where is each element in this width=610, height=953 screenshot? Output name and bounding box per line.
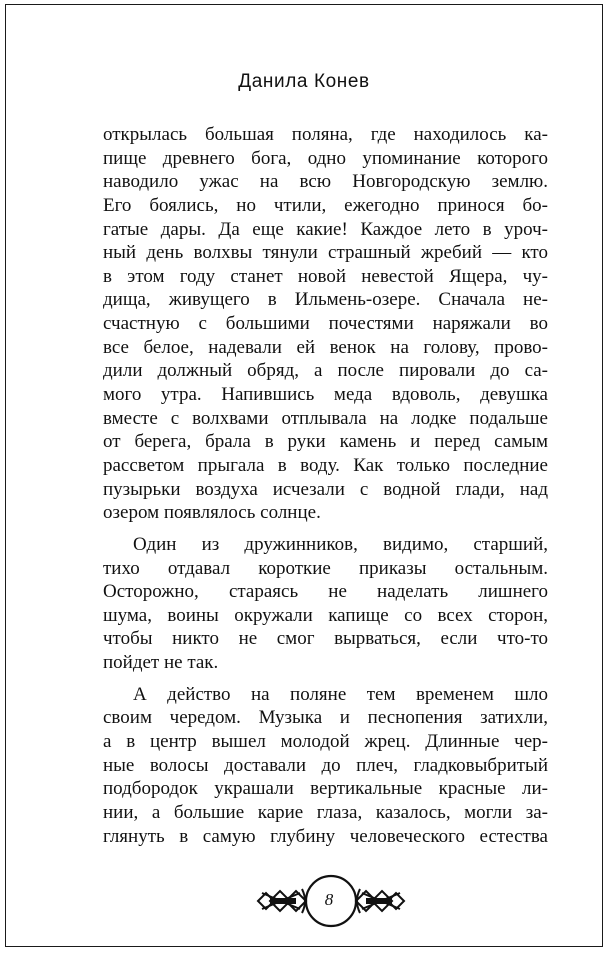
running-header: Данила Конев bbox=[238, 71, 370, 92]
text-line: от берега, брала в руки камень и перед самым bbox=[103, 431, 548, 453]
text-line: подбородок украшали вертикальные красные ли- bbox=[103, 778, 548, 800]
text-line: дили должный обряд, а после пировали до са- bbox=[103, 360, 548, 382]
paragraph bbox=[103, 533, 548, 675]
text-line: в этом году станет новой невестой Ящера, чу- bbox=[103, 265, 548, 287]
paragraph bbox=[103, 123, 548, 525]
text-line: пузырьки воздуха исчезали с водной глади, над bbox=[103, 478, 548, 500]
text-line: тихо отдавал короткие приказы остальным. bbox=[103, 557, 548, 579]
text-line: а в центр вышел молодой жрец. Длинные чер- bbox=[103, 731, 548, 753]
text-line: гатые дары. Да еще какие! Каждое лето в уроч- bbox=[103, 218, 548, 240]
text-line: озером появлялось солнце. bbox=[103, 502, 321, 524]
text-line: все белое, надевали ей венок на голову, прово- bbox=[103, 336, 548, 358]
text-line: счастную с большими почестями наряжали во bbox=[103, 313, 548, 335]
text-line: А действо на поляне тем временем шло bbox=[133, 683, 548, 705]
text-line: дища, живущего в Ильмень-озере. Сначала не- bbox=[103, 289, 548, 311]
text-line: рассветом прыгала в воду. Как только последние bbox=[103, 454, 548, 476]
text-line: ный день волхвы тянули страшный жребий — кто bbox=[103, 242, 548, 264]
text-line: чтобы никто не смог вырваться, если что-то bbox=[103, 628, 548, 650]
text-line: мого утра. Напившись меда вдоволь, девушка bbox=[103, 384, 548, 406]
text-line: наводило ужас на всю Новгородскую землю. bbox=[103, 171, 548, 193]
text-line: Один из дружинников, видимо, старший, bbox=[133, 533, 548, 555]
text-line: пище древнего бога, одно упоминание которого bbox=[103, 147, 548, 169]
book-page bbox=[5, 4, 603, 947]
paragraph bbox=[103, 683, 548, 848]
page-number: 8 bbox=[324, 890, 334, 909]
text-line: своим чередом. Музыка и песнопения затихли, bbox=[103, 707, 548, 729]
text-line: открылась большая поляна, где находилось ка- bbox=[103, 124, 548, 145]
text-line: Осторожно, стараясь не наделать лишнего bbox=[103, 581, 548, 603]
text-line: пойдет не так. bbox=[103, 652, 219, 674]
text-line: Его боялись, но чтили, ежегодно принося бо- bbox=[103, 194, 548, 216]
body-text bbox=[103, 123, 548, 848]
text-line: глянуть в самую глубину человеческого естества bbox=[103, 825, 548, 847]
text-line: вместе с волхвами отплывала на лодке подальше bbox=[103, 407, 548, 429]
text-line: нии, а большие карие глаза, казалось, могли за- bbox=[103, 801, 548, 823]
text-line: шума, воины окружали капище со всех сторон, bbox=[103, 604, 548, 626]
text-line: ные волосы доставали до плеч, гладковыбритый bbox=[103, 754, 548, 776]
